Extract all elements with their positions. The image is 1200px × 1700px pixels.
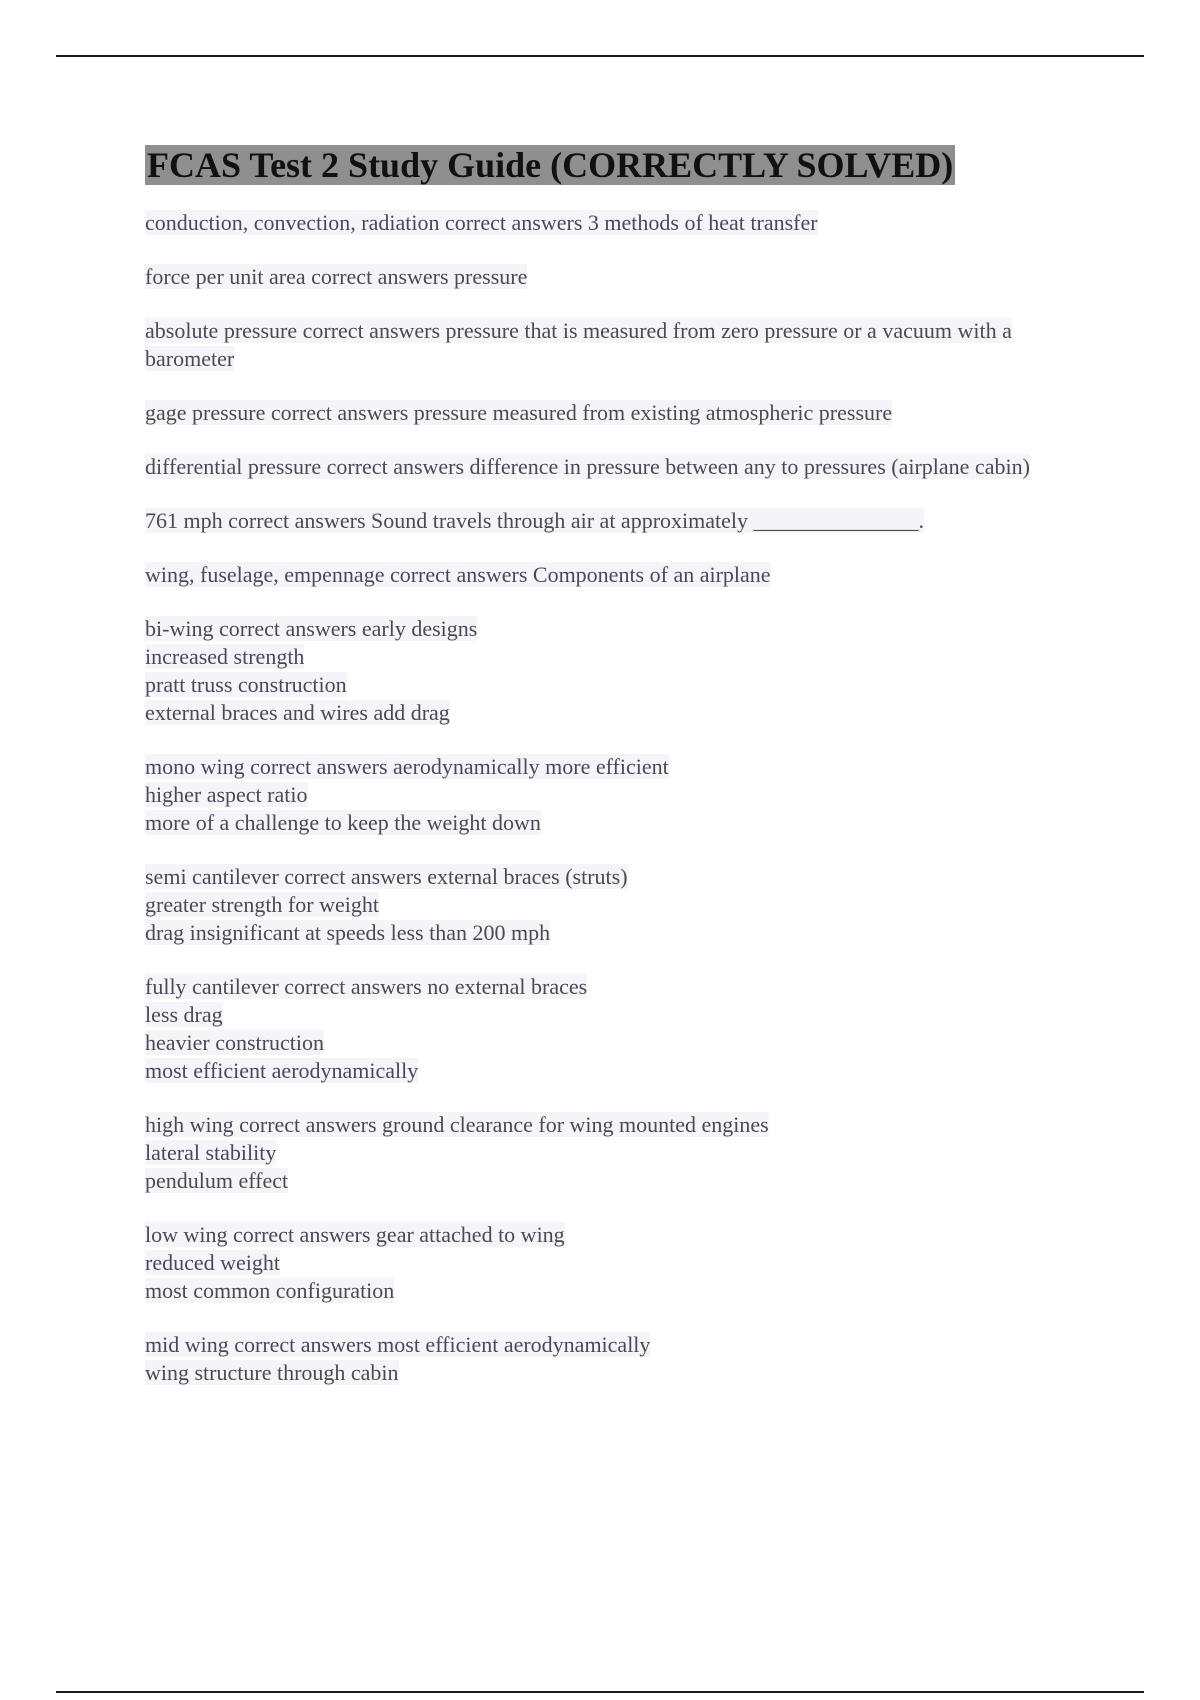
flashcard-entry <box>145 453 1085 481</box>
flashcard-entry <box>145 507 1085 535</box>
flashcard-entry <box>145 863 1085 947</box>
flashcard-line <box>145 643 1085 671</box>
flashcard-text: mid wing correct answers most efficient aerodynamically <box>145 1332 651 1357</box>
bottom-rule <box>56 1691 1144 1693</box>
flashcard-line <box>145 1359 1085 1387</box>
flashcard-line <box>145 1057 1085 1085</box>
flashcard-entry <box>145 1331 1085 1387</box>
flashcard-line <box>145 453 1085 481</box>
flashcard-text: external braces and wires add drag <box>145 700 450 725</box>
flashcard-entry <box>145 1221 1085 1305</box>
flashcard-entry <box>145 263 1085 291</box>
flashcard-text: high wing correct answers ground clearance for wing mounted engines <box>145 1112 769 1137</box>
flashcard-line <box>145 1001 1085 1029</box>
flashcard-text: low wing correct answers gear attached to wing <box>145 1222 565 1247</box>
flashcard-line <box>145 671 1085 699</box>
flashcard-line <box>145 1029 1085 1057</box>
flashcard-text: reduced weight <box>145 1250 280 1275</box>
flashcard-text: semi cantilever correct answers external braces (struts) <box>145 864 628 889</box>
flashcard-text: greater strength for weight <box>145 892 379 917</box>
flashcard-line <box>145 317 1085 373</box>
flashcard-entry <box>145 615 1085 727</box>
top-rule <box>56 55 1144 57</box>
flashcard-text: wing, fuselage, empennage correct answers Components of an airplane <box>145 562 771 587</box>
flashcard-entry <box>145 399 1085 427</box>
flashcard-text: higher aspect ratio <box>145 782 308 807</box>
flashcard-line <box>145 809 1085 837</box>
flashcard-line <box>145 699 1085 727</box>
flashcard-line <box>145 209 1085 237</box>
flashcard-line <box>145 561 1085 589</box>
flashcard-line <box>145 781 1085 809</box>
flashcard-text: pratt truss construction <box>145 672 347 697</box>
flashcard-text: gage pressure correct answers pressure measured from existing atmospheric pressure <box>145 400 893 425</box>
flashcard-entry <box>145 973 1085 1085</box>
flashcard-text: wing structure through cabin <box>145 1360 399 1385</box>
flashcard-text: more of a challenge to keep the weight down <box>145 810 541 835</box>
flashcard-text: absolute pressure correct answers pressure that is measured from zero pressure or a vacuum with a barometer <box>145 318 1012 371</box>
document-body <box>145 145 1085 1413</box>
flashcard-text: 761 mph correct answers Sound travels through air at approximately _______________. <box>145 508 925 533</box>
flashcard-entry <box>145 753 1085 837</box>
flashcard-text: increased strength <box>145 644 305 669</box>
flashcard-entry <box>145 561 1085 589</box>
document-title: FCAS Test 2 Study Guide (CORRECTLY SOLVED) <box>147 145 954 185</box>
flashcard-line <box>145 1111 1085 1139</box>
flashcard-line <box>145 1139 1085 1167</box>
flashcard-text: most common configuration <box>145 1278 395 1303</box>
flashcard-line <box>145 891 1085 919</box>
flashcard-line <box>145 507 1085 535</box>
flashcard-line <box>145 399 1085 427</box>
flashcard-line <box>145 263 1085 291</box>
flashcard-line <box>145 919 1085 947</box>
flashcard-text: force per unit area correct answers pressure <box>145 264 528 289</box>
flashcard-text: pendulum effect <box>145 1168 289 1193</box>
flashcard-text: conduction, convection, radiation correct answers 3 methods of heat transfer <box>145 210 818 235</box>
flashcard-list <box>145 209 1085 1387</box>
flashcard-text: lateral stability <box>145 1140 277 1165</box>
flashcard-line <box>145 1167 1085 1195</box>
flashcard-line <box>145 863 1085 891</box>
flashcard-line <box>145 1277 1085 1305</box>
flashcard-entry <box>145 209 1085 237</box>
flashcard-line <box>145 753 1085 781</box>
flashcard-text: mono wing correct answers aerodynamically more efficient <box>145 754 669 779</box>
flashcard-entry <box>145 1111 1085 1195</box>
flashcard-text: fully cantilever correct answers no external braces <box>145 974 588 999</box>
flashcard-entry <box>145 317 1085 373</box>
flashcard-text: heavier construction <box>145 1030 324 1055</box>
flashcard-line <box>145 1249 1085 1277</box>
flashcard-text: bi-wing correct answers early designs <box>145 616 478 641</box>
flashcard-text: differential pressure correct answers difference in pressure between any to pressures (airplane cabin) <box>145 454 1030 479</box>
flashcard-line <box>145 1221 1085 1249</box>
flashcard-text: drag insignificant at speeds less than 200 mph <box>145 920 551 945</box>
flashcard-line <box>145 1331 1085 1359</box>
flashcard-line <box>145 615 1085 643</box>
flashcard-text: less drag <box>145 1002 223 1027</box>
flashcard-line <box>145 973 1085 1001</box>
flashcard-text: most efficient aerodynamically <box>145 1058 419 1083</box>
